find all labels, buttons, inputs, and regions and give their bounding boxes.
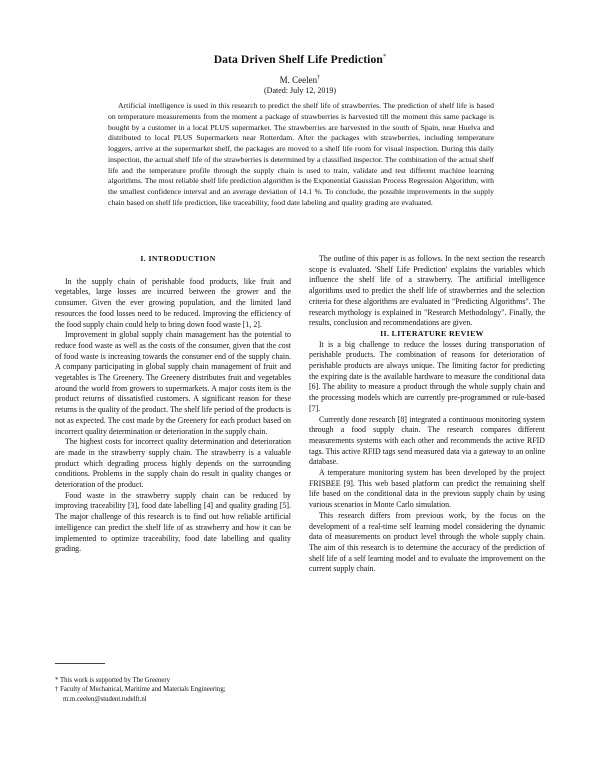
footnote-affiliation: † Faculty of Mechanical, Maritime and Materials Engineering; m.m.ceelen@student.tudelft.nl — [55, 686, 226, 703]
paragraph: A temperature monitoring system has been developed by the project FRISBEE [9]. This web based platform can predict the remaining shelf life based on the conditional data in the previous supply chain by using various scenarios in Monte Carlo simulation. — [309, 468, 545, 510]
section-heading-introduction: I. INTRODUCTION — [140, 254, 216, 263]
title-footnote-mark: * — [382, 53, 387, 61]
paragraph: This research differs from previous work, by the focus on the development of a real-time self learning model considering the dynamic data of measurements on product level through the whole supply chain. The aim of this research is to determine the accuracy of the prediction of shelf life of a self learning model and to evaluate the improvement on the current supply chain. — [309, 510, 545, 574]
paper-author — [0, 74, 600, 85]
section-heading-literature-review: II. LITERATURE REVIEW — [380, 328, 484, 338]
paper-date: (Dated: July 12, 2019) — [264, 86, 336, 95]
paragraph: The outline of this paper is as follows. In the next section the research scope is evaluated. 'Shelf Life Prediction' explains the variables which influence the shelf life of a strawberry. The artificial intelligence algorithms used to predict the shelf life of strawberries and the selection criteria for these algorithms are evaluated in "Predicting Algorithms". The research mythology is explained in "Research Methodology". Finally, the results, conclusion and recommendations are given. — [309, 254, 545, 328]
paragraph: It is a big challenge to reduce the losses during transportation of perishable products. The combination of reasons for deterioration of perishable products are always unique. The limiting factor for predicting the expiring date is the available hardware to measure the conditional data [6]. The ability to measure a product through the whole supply chain and the processing models which are currently pre-programmed or rule-based [7]. — [309, 339, 545, 413]
author-footnote-mark: † — [317, 74, 321, 81]
author-name: M. Ceelen — [279, 75, 318, 85]
abstract: Artificial intelligence is used in this research to predict the shelf life of strawberries. The prediction of shelf life is based on temperature measurements from the moment a package of strawberries is harvested till the moment this same package is bought by a customer in a local PLUS supermarket. The strawberries are harvested in the south of Spain, near Huelva and distributed to local PLUS Supermarkets near Rotterdam. After the packages with strawberries, including temperature loggers, arrive at the supermarket shelf, the packages are moved to a shelf life room for visual inspection. During this daily inspection, the actual shelf life of the strawberries is determined by a classified inspector. The combination of the actual shelf life and the temperature profile through the supply chain is used to train, validate and test different machine learning algorithms. The most reliable shelf life prediction algorithm is the Exponential Gaussian Process Regression Algorithm, with the smallest confidence interval and an average deviation of 14.1 %. To conclude, the possible improvements in the supply chain based on shelf life prediction, like traceability, food date labeling and quality grading are evaluated. — [108, 101, 494, 207]
title-text: Data Driven Shelf Life Prediction — [213, 53, 383, 66]
paper-title — [0, 53, 600, 66]
left-column — [55, 254, 291, 555]
paragraph: Improvement in global supply chain management has the potential to reduce food waste as well as the costs of the consumer, given that the cost of food waste is increasing towards the consumer end of the supply chain. A company participating in global supply chain management of fruit and vegetables is The Greenery. The Greenery distributes fruit and vegetables around the world from growers to supermarkets. A major costs item is the product returns of dissatisfied customers. A significant reason for these returns is the quality of the product. The shelf life period of the products is not as expected. The cost made by the Greenery for each product based on incorrect quality determination or deterioration in the supply chain. — [55, 330, 291, 436]
footnote-divider — [55, 663, 105, 664]
paragraph: Food waste in the strawberry supply chain can be reduced by improving traceability [3], food date labelling [4] and quality grading [5]. The major challenge of this research is to find out how reliable artificial intelligence can predict the shelf life of as strawberry and how it can be implemented to optimize traceability, food date labelling and quality grading. — [55, 490, 291, 554]
paragraph: Currently done research [8] integrated a continuous monitoring system through a food supply chain. The research compares different measurements systems with each other and recommends the active RFID tags. This active RFID tags send measured data via a gateway to an online database. — [309, 414, 545, 467]
paragraph: The highest costs for incorrect quality determination and deterioration are made in the strawberry supply chain. The strawberry is a valuable product which degrading process highly depends on the surrounding conditions. Problems in the supply chain do result in quality changes or deterioration of the product. — [55, 437, 291, 490]
footnotes — [55, 676, 295, 704]
footnote-funding: * This work is supported by The Greenery — [55, 677, 171, 684]
paragraph: In the supply chain of perishable food products, like fruit and vegetables, large losses are incurred between the grower and the consumer. Given the ever growing population, and the limited land resources the food losses need to be reduced. Improving the efficiency of the food supply chain could help to bring down food waste [1, 2]. — [55, 276, 291, 329]
right-column — [309, 254, 545, 575]
